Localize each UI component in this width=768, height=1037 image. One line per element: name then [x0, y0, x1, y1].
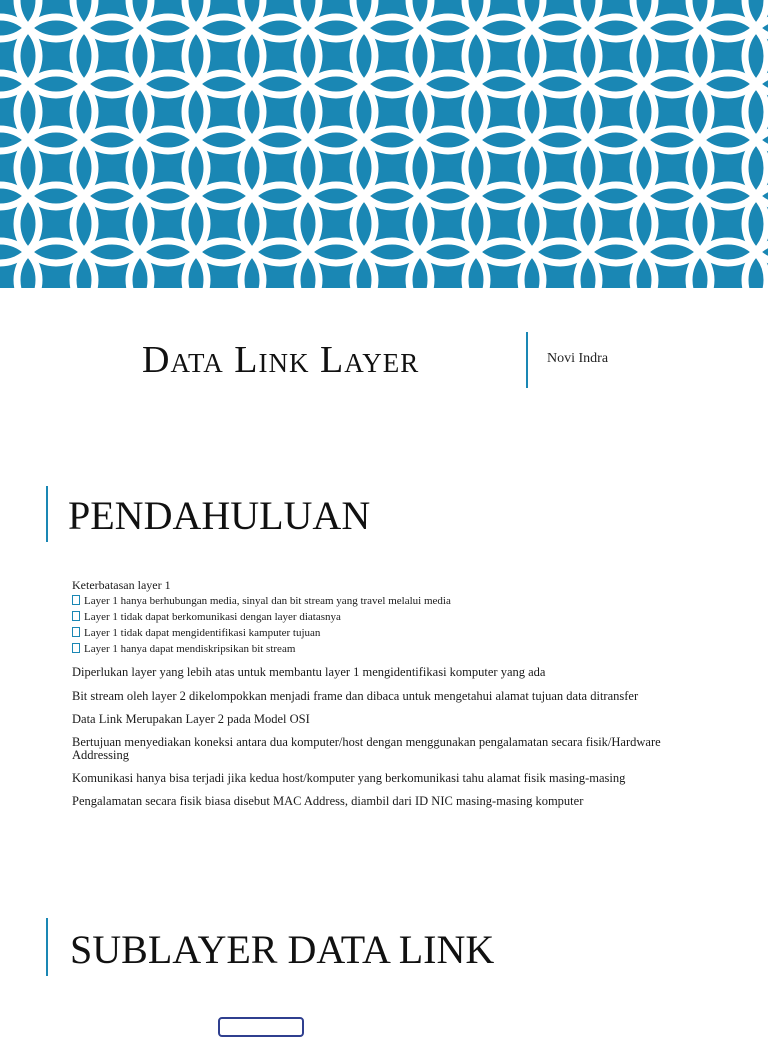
bullet-icon: [72, 595, 80, 605]
list-item: Layer 1 tidak dapat berkomunikasi dengan layer diatasnya: [72, 609, 672, 625]
list-item: Layer 1 tidak dapat mengidentifikasi kamputer tujuan: [72, 625, 672, 641]
diagram-box: [218, 1017, 304, 1037]
list-item: Layer 1 hanya berhubungan media, sinyal dan bit stream yang travel melalui media: [72, 593, 672, 609]
paragraph: Bertujuan menyediakan koneksi antara dua komputer/host dengan menggunakan pengalamatan secara fisik/Hardware Addressing: [72, 735, 661, 762]
section-title-pendahuluan: PENDAHULUAN: [68, 493, 371, 538]
pattern-banner: [0, 0, 768, 288]
bullet-icon: [72, 611, 80, 621]
lead-text: Keterbatasan layer 1: [72, 578, 171, 592]
bullet-icon: [72, 627, 80, 637]
section-title-sublayer: SUBLAYER DATA LINK: [70, 927, 495, 972]
pendahuluan-content: [72, 578, 672, 808]
paragraph: Diperlukan layer yang lebih atas untuk membantu layer 1 mengidentifikasi komputer yang ada: [72, 665, 546, 679]
title-divider: [526, 332, 528, 388]
paragraph: Bit stream oleh layer 2 dikelompokkan menjadi frame dan dibaca untuk mengetahui alamat tujuan data ditransfer: [72, 689, 639, 703]
bullet-icon: [72, 643, 80, 653]
paragraph: Pengalamatan secara fisik biasa disebut MAC Address, diambil dari ID NIC masing-masing komputer: [72, 794, 584, 808]
circle-pattern-graphic: [0, 0, 768, 288]
title-slide: [0, 290, 768, 440]
section-accent-bar: [46, 918, 48, 976]
paragraph: Data Link Merupakan Layer 2 pada Model OSI: [72, 712, 310, 726]
slide-title: Data Link Layer: [142, 339, 420, 381]
section-accent-bar: [46, 486, 48, 542]
list-item: Layer 1 hanya dapat mendiskripsikan bit stream: [72, 641, 672, 657]
bullet-list: [72, 593, 672, 657]
paragraph: Komunikasi hanya bisa terjadi jika kedua host/komputer yang berkomunikasi tahu alamat fisik masing-masing: [72, 771, 626, 785]
author-name: Novi Indra: [547, 351, 609, 366]
